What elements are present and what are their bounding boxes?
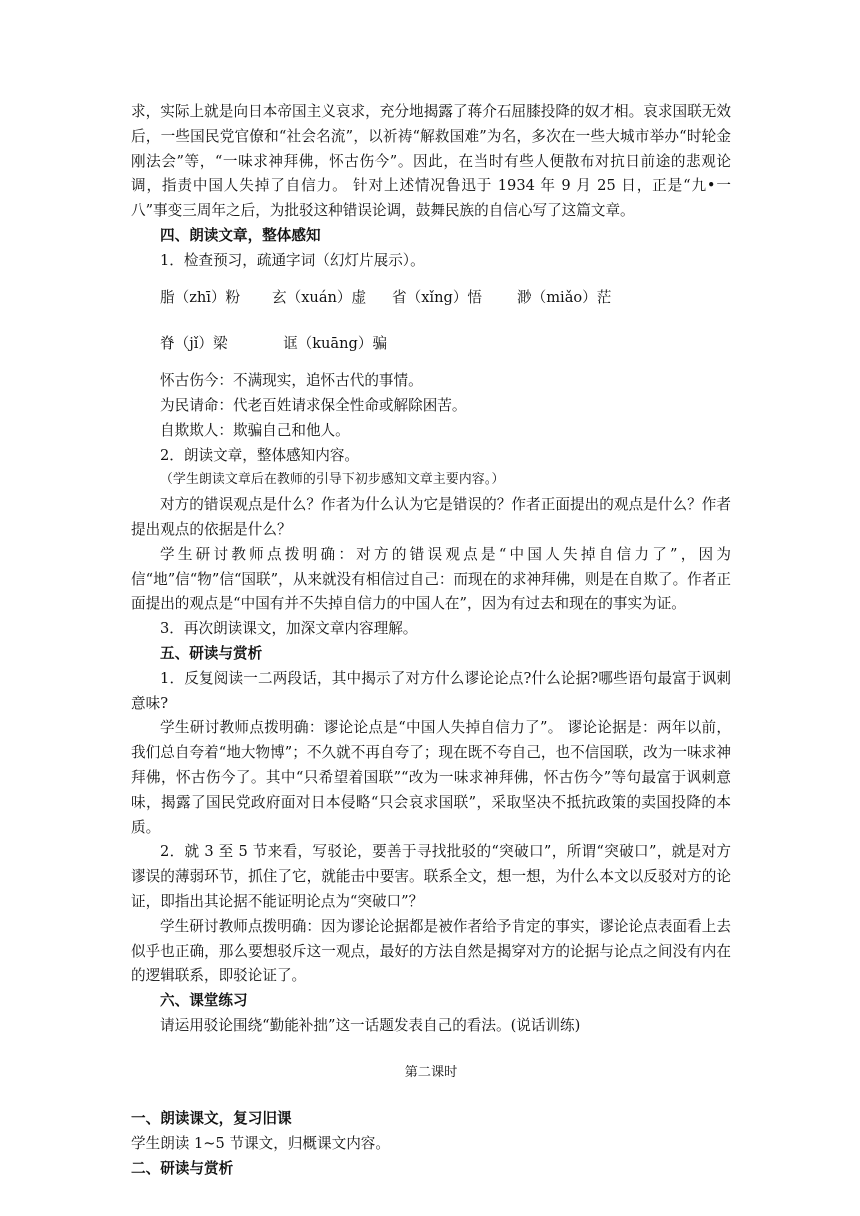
question-2: 1．反复阅读一二两段话，其中揭示了对方什么谬论论点?什么论据?哪些语句最富于讽刺意味? [131, 669, 731, 712]
definition-1: 怀古伤今：不满现实，追怀古代的事情。 [160, 372, 423, 390]
vocab-item: 脂（zhī）粉 [160, 288, 241, 306]
vocab-item: 省（xǐng）悟 [392, 288, 483, 306]
lesson2-heading-1: 一、朗读课文，复习旧课 [131, 1110, 292, 1128]
answer-2: 学生研讨教师点拨明确：谬论论点是“中国人失掉自信力了”。 谬论论据是：两年以前，我们总自夸着“地大物博”；不久就不再自夸了；现在既不夸自己，也不信国联，改为一味求神拜佛，怀古伤今了。其中“只希望着国联”“改为一味求神拜佛，怀古伤今”等句最富于讽刺意味，揭露了国民党政府面对日本侵略“只会哀求国联”，采取坚决不抵抗政策的卖国投降的本质。 [131, 719, 731, 836]
answer-3: 学生研讨教师点拨明确：因为谬论论据都是被作者给予肯定的事实，谬论论点表面看上去似乎也正确，那么要想驳斥这一观点，最好的方法自然是揭穿对方的论据与论点之间没有内在的逻辑联系，即驳论证了。 [131, 917, 731, 985]
lesson2-heading-2: 二、研读与赏析 [131, 1160, 234, 1178]
vocabulary-row-1 [131, 286, 731, 311]
exercise: 请运用驳论围绕“勤能补拙”这一话题发表自己的看法。(说话训练) [160, 1016, 581, 1034]
background-paragraph: 求，实际上就是向日本帝国主义哀求，充分地揭露了蒋介石屈膝投降的奴才相。哀求国联无效后，一些国民党官僚和“社会名流”，以祈祷“解救国难”为名，多次在一些大城市举办“时轮金刚法会”等，“一味求神拜佛，怀古伤今”。因此，在当时有些人便散布对抗日前途的悲观论调，指责中国人失掉了自信力。 针对上述情况鲁迅于 1934 年 9 月 25 日，正是“九•一八”事变三周年之后，为批驳这种错误论调，鼓舞民族的自信心写了这篇文章。 [131, 103, 731, 220]
section-heading-4: 四、朗读文章，整体感知 [160, 226, 321, 244]
teaching-note: （学生朗读文章后在教师的引导下初步感知文章主要内容。） [160, 472, 505, 488]
vocab-item: 渺（miǎo）茫 [517, 288, 612, 306]
vocabulary-row-2 [131, 332, 731, 357]
step-4-2: 2．朗读文章，整体感知内容。 [160, 446, 360, 464]
definition-2: 为民请命：代老百姓请求保全性命或解除困苦。 [160, 396, 467, 414]
answer-1: 学生研讨教师点拨明确：对方的错误观点是“中国人失掉自信力了”，因为信“地”信“物”信“国联”，从来就没有相信过自己：而现在的求神拜佛，则是在自欺了。作者正面提出的观点是“中国有并不失掉自信力的中国人在”，因为有过去和现在的事实为证。 [131, 545, 731, 613]
lesson2-step-1: 学生朗读 1~5 节课文，归概课文内容。 [131, 1135, 390, 1153]
vocab-item: 玄（xuán）虚 [272, 288, 367, 306]
section-heading-6: 六、课堂练习 [160, 992, 248, 1010]
vocab-item: 诓（kuāng）骗 [283, 335, 388, 353]
lesson-title: 第二课时 [404, 1064, 458, 1080]
document-body [131, 100, 731, 1182]
section-heading-5: 五、研读与赏析 [160, 644, 263, 662]
step-4-3: 3．再次朗读课文，加深文章内容理解。 [160, 620, 418, 638]
definition-3: 自欺欺人：欺骗自己和他人。 [160, 421, 350, 439]
question-3: 2．就 3 至 5 节来看，写驳论，要善于寻找批驳的“突破口”，所谓“突破口”，就是对方谬误的薄弱环节，抓住了它，就能击中要害。联系全文，想一想，为什么本文以反驳对方的论证，即指出其论据不能证明论点为“突破口”？ [131, 843, 731, 910]
vocab-item: 脊（jǐ）梁 [160, 335, 228, 353]
question-1: 对方的错误观点是什么？作者为什么认为它是错误的？作者正面提出的观点是什么？作者提出观点的依据是什么？ [131, 496, 731, 538]
step-4-1: 1．检查预习，疏通字词（幻灯片展示）。 [160, 251, 425, 269]
